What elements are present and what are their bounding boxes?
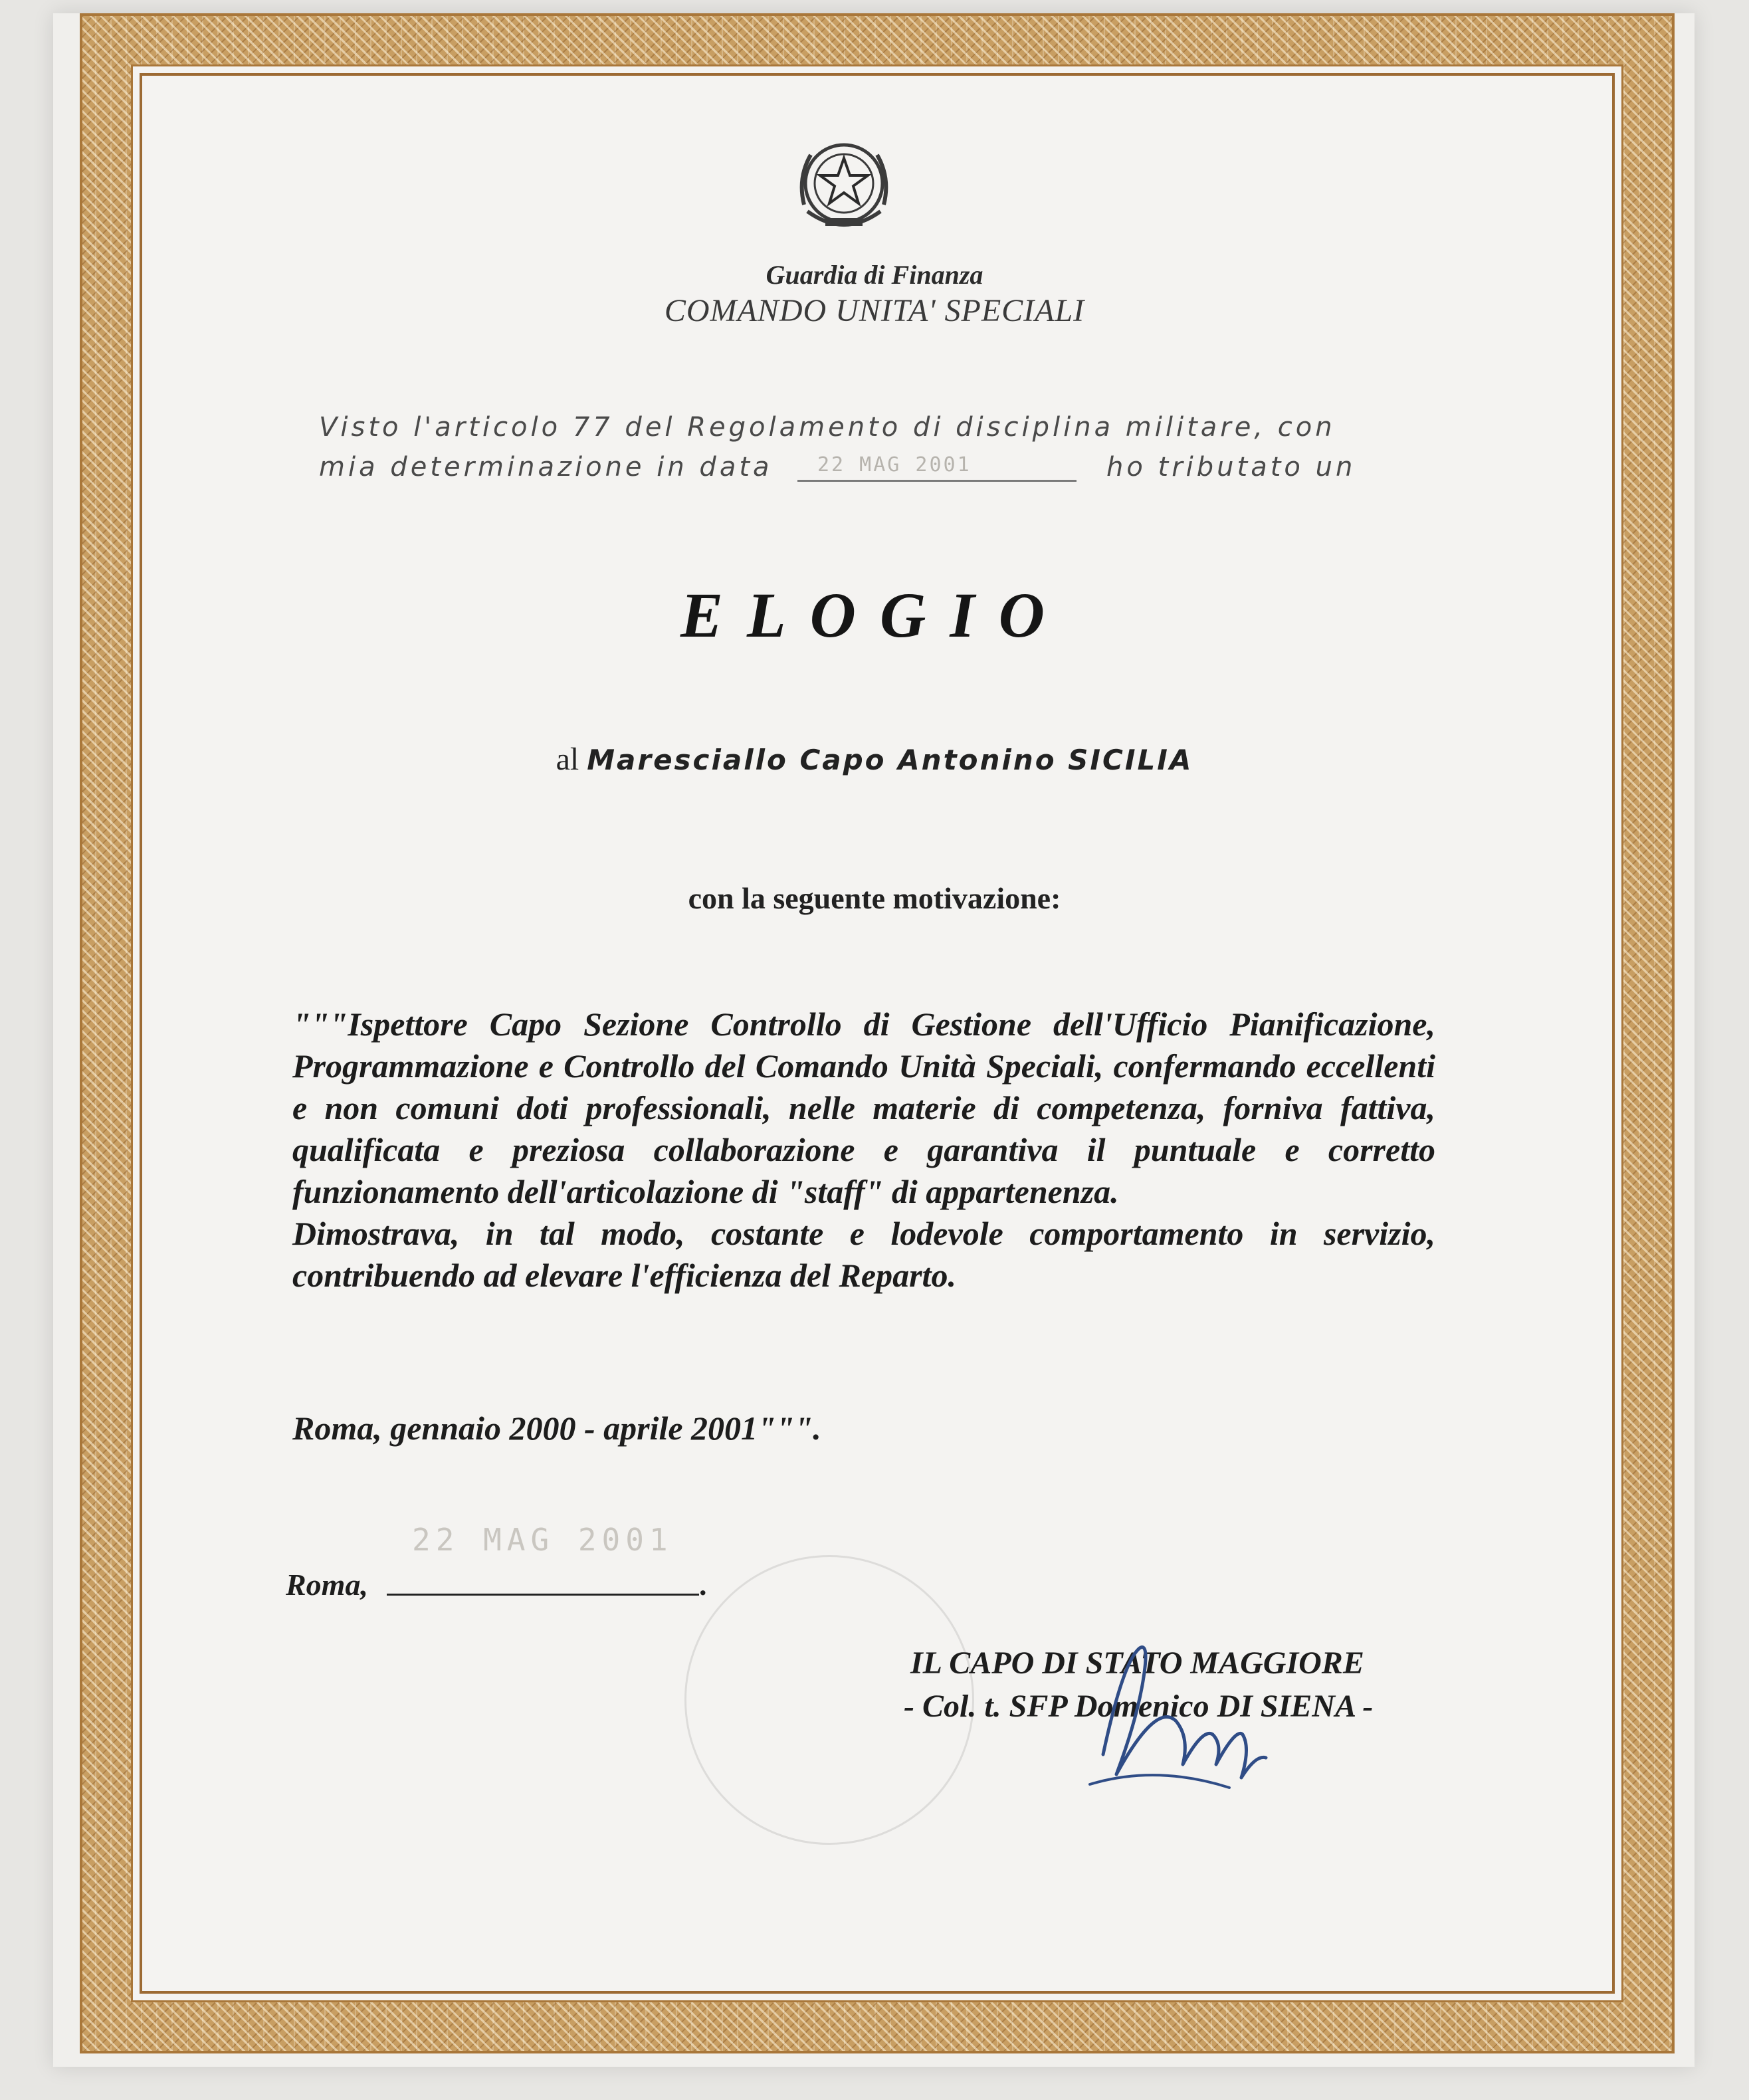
intro-line-1: Visto l'articolo 77 del Regolamento di disciplina militare, con <box>319 412 1336 443</box>
determination-date: 22 MAG 2001 <box>817 453 972 476</box>
motivation-text <box>292 1003 1435 1297</box>
place-date-blank <box>387 1594 699 1596</box>
authority-name: Guardia di Finanza <box>766 260 983 290</box>
republic-emblem-icon <box>784 132 904 245</box>
date-stamp: 22 MAG 2001 <box>412 1522 673 1558</box>
date-underline <box>797 480 1077 482</box>
motivation-label: con la seguente motivazione: <box>688 881 1061 915</box>
intro-line-2-end: ho tributato un <box>1106 452 1356 482</box>
signer-name: - Col. t. SFP Domenico DI SIENA - <box>904 1689 1374 1724</box>
command-name: COMANDO UNITA' SPECIALI <box>664 293 1085 328</box>
recipient-line <box>0 741 1749 778</box>
document-title: ELOGIO <box>680 579 1069 651</box>
signer-title: IL CAPO DI STATO MAGGIORE <box>910 1645 1364 1681</box>
place-end: . <box>699 1568 707 1602</box>
recipient-name: Maresciallo Capo Antonino SICILIA <box>587 744 1193 776</box>
motivation-closing: Roma, gennaio 2000 - aprile 2001""". <box>292 1410 821 1447</box>
intro-line-2-start: mia determinazione in data <box>319 452 773 482</box>
recipient-prefix: al <box>556 742 579 777</box>
handwritten-signature-icon <box>1077 1622 1276 1794</box>
place-label: Roma, <box>286 1568 368 1602</box>
motivation-paragraph-2: Dimostrava, in tal modo, costante e lodevole comportamento in servizio, contribuendo ad elevare l'efficienza del Reparto. <box>292 1215 1435 1294</box>
motivation-paragraph-1: """Ispettore Capo Sezione Controllo di Gestione dell'Ufficio Pianificazione, Programmazione e Controllo del Comando Unità Speciali, confermando eccellenti e non comuni doti professionali, nelle materie di competenza, forniva fattiva, qualificata e preziosa collaborazione e garantiva il puntuale e corretto funzionamento dell'articolazione di "staff" di appartenenza. <box>292 1005 1435 1210</box>
